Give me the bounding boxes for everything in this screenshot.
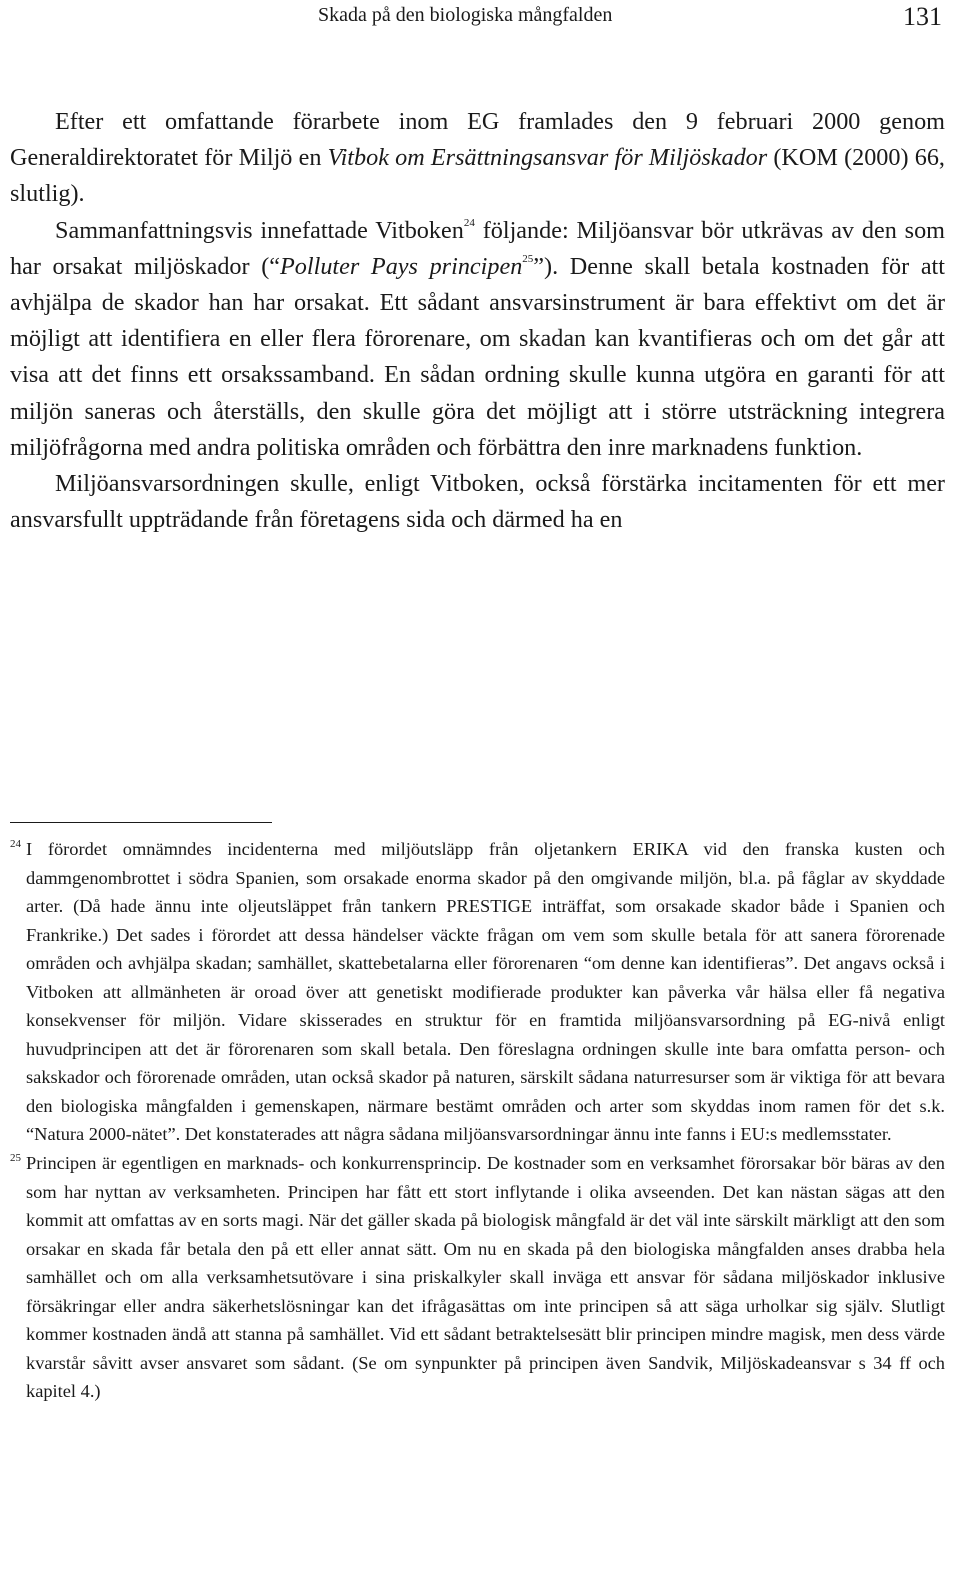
footnote-text: Principen är egentligen en marknads- och konkurrensprincip. De kostnader som en verksamhet förorsakar bör bäras av den som har nyttan av verksamheten. Principen har fått ett stort inflytande i olika avseenden. Det kan nästan sägas att den kommit att omfattas av en sorts magi. När det gäller skada på biologisk mångfald är det väl inte särskilt märkligt att den som orsakar en skada får betala den på ett eller annat sätt. Om nu en skada på den biologiska mångfalden anses drabba hela samhället och om alla verksamhetsutövare i sina priskalkyler skall inväga ett ansvar för sådana miljöskador inklusive försäkringar eller andra säkerhetslösningar kan det ifrågasättas om inte principen så att säga urholkar sig själv. Slutligt kommer kostnaden ändå att stanna på samhället. Vid ett sådant betraktelsesätt blir principen mindre magisk, men dess värde kvarstår såvitt avser ansvaret som sådant. (Se om synpunkter på principen även Sandvik, Miljöskadeansvar s 34 ff och kapitel 4.) bbox=[26, 1153, 945, 1402]
paragraph-2-text-2: följande: Miljöansvar bör utkrävas av den som har orsakat miljöskador (“ bbox=[10, 216, 946, 280]
paragraph-1-text-2: (KOM (2000) 66, slutlig). bbox=[10, 144, 945, 208]
polluter-pays-term: Polluter Pays principen bbox=[280, 252, 523, 280]
page-number: 131 bbox=[903, 2, 942, 31]
footnote-number: 25 bbox=[10, 1152, 21, 1165]
paragraph-3-text-1: Miljöansvarsordningen skulle, enligt Vitboken, också förstärka incitamenten för ett mer ansvarsfullt uppträdande från företagens sida och därmed ha en bbox=[10, 470, 945, 534]
vitbok-title: Vitbok om Ersättningsansvar för Miljöskador bbox=[327, 144, 768, 172]
paragraph-3 bbox=[10, 466, 945, 538]
body-text bbox=[10, 104, 945, 538]
paragraph-2-text-1: Sammanfattningsvis innefattade Vitboken bbox=[55, 216, 464, 244]
paragraph-1 bbox=[10, 104, 945, 213]
footnote-ref-24[interactable]: 24 bbox=[463, 216, 475, 229]
footnote-25 bbox=[10, 1149, 945, 1406]
footnote-ref-25[interactable]: 25 bbox=[522, 252, 534, 265]
footnotes bbox=[10, 835, 945, 1406]
footnote-24 bbox=[10, 835, 945, 1149]
paragraph-2 bbox=[10, 213, 945, 466]
running-header: Skada på den biologiska mångfalden bbox=[318, 4, 613, 26]
footnote-text: I förordet omnämndes incidenterna med miljöutsläpp från oljetankern ERIKA vid den franska kusten och dammgenombrottet i södra Spanien, som orsakade enorma skador på den omgivande miljön, bl.a. på fåglar av skyddade arter. (Då hade ännu inte oljeutsläppet från tankern PRESTIGE inträffat, som orsakade skador både i Spanien och Frankrike.) Det sades i förordet att dessa händelser väckte frågan om vem som skulle betala för att sanera förorenade områden och avhjälpa skadan; samhället, skattebetalarna eller förorenaren “om denne kan identifieras”. Det angavs också i Vitboken att allmänheten är oroad över att genetiskt modifierade produkter kan påverka vår hälsa eller få negativa konsekvenser för miljön. Vidare skisserades en struktur för en framtida miljöansvarsordning på EG-nivå enligt huvudprincipen att det är förorenaren som skall betala. Den föreslagna ordningen skulle inte bara omfatta person- och sakskador och förorenade områden, utan också skador på naturen, särskilt sådana naturresurser som är viktiga för att bevara den biologiska mångfalden i gemenskapen, närmare bestämt områden och arter som skyddas inom ramen för det s.k. “Natura 2000-nätet”. Det konstaterades att några sådana miljöansvarsordningar ännu inte fanns i EU:s medlemsstater. bbox=[26, 839, 945, 1145]
footnote-divider bbox=[10, 822, 272, 823]
paragraph-1-text-1: Efter ett omfattande förarbete inom EG framlades den 9 februari 2000 genom Generaldirektoratet för Miljö en bbox=[10, 108, 945, 172]
footnote-number: 24 bbox=[10, 838, 21, 850]
paragraph-2-text-3: ”). Denne skall betala kostnaden för att avhjälpa de skador han har orsakat. Ett sådant ansvarsinstrument är bara effektivt om det är möjligt att identifiera en eller flera förorenare, om skadan kan kvantifieras och om det går att visa att det finns ett orsakssamband. En sådan ordning skulle kunna utgöra en garanti för att miljön saneras och återställs, den skulle göra det möjligt att i större utsträckning integrera miljöfrågorna med andra politiska områden och förbättra den inre marknadens funktion. bbox=[10, 252, 945, 461]
